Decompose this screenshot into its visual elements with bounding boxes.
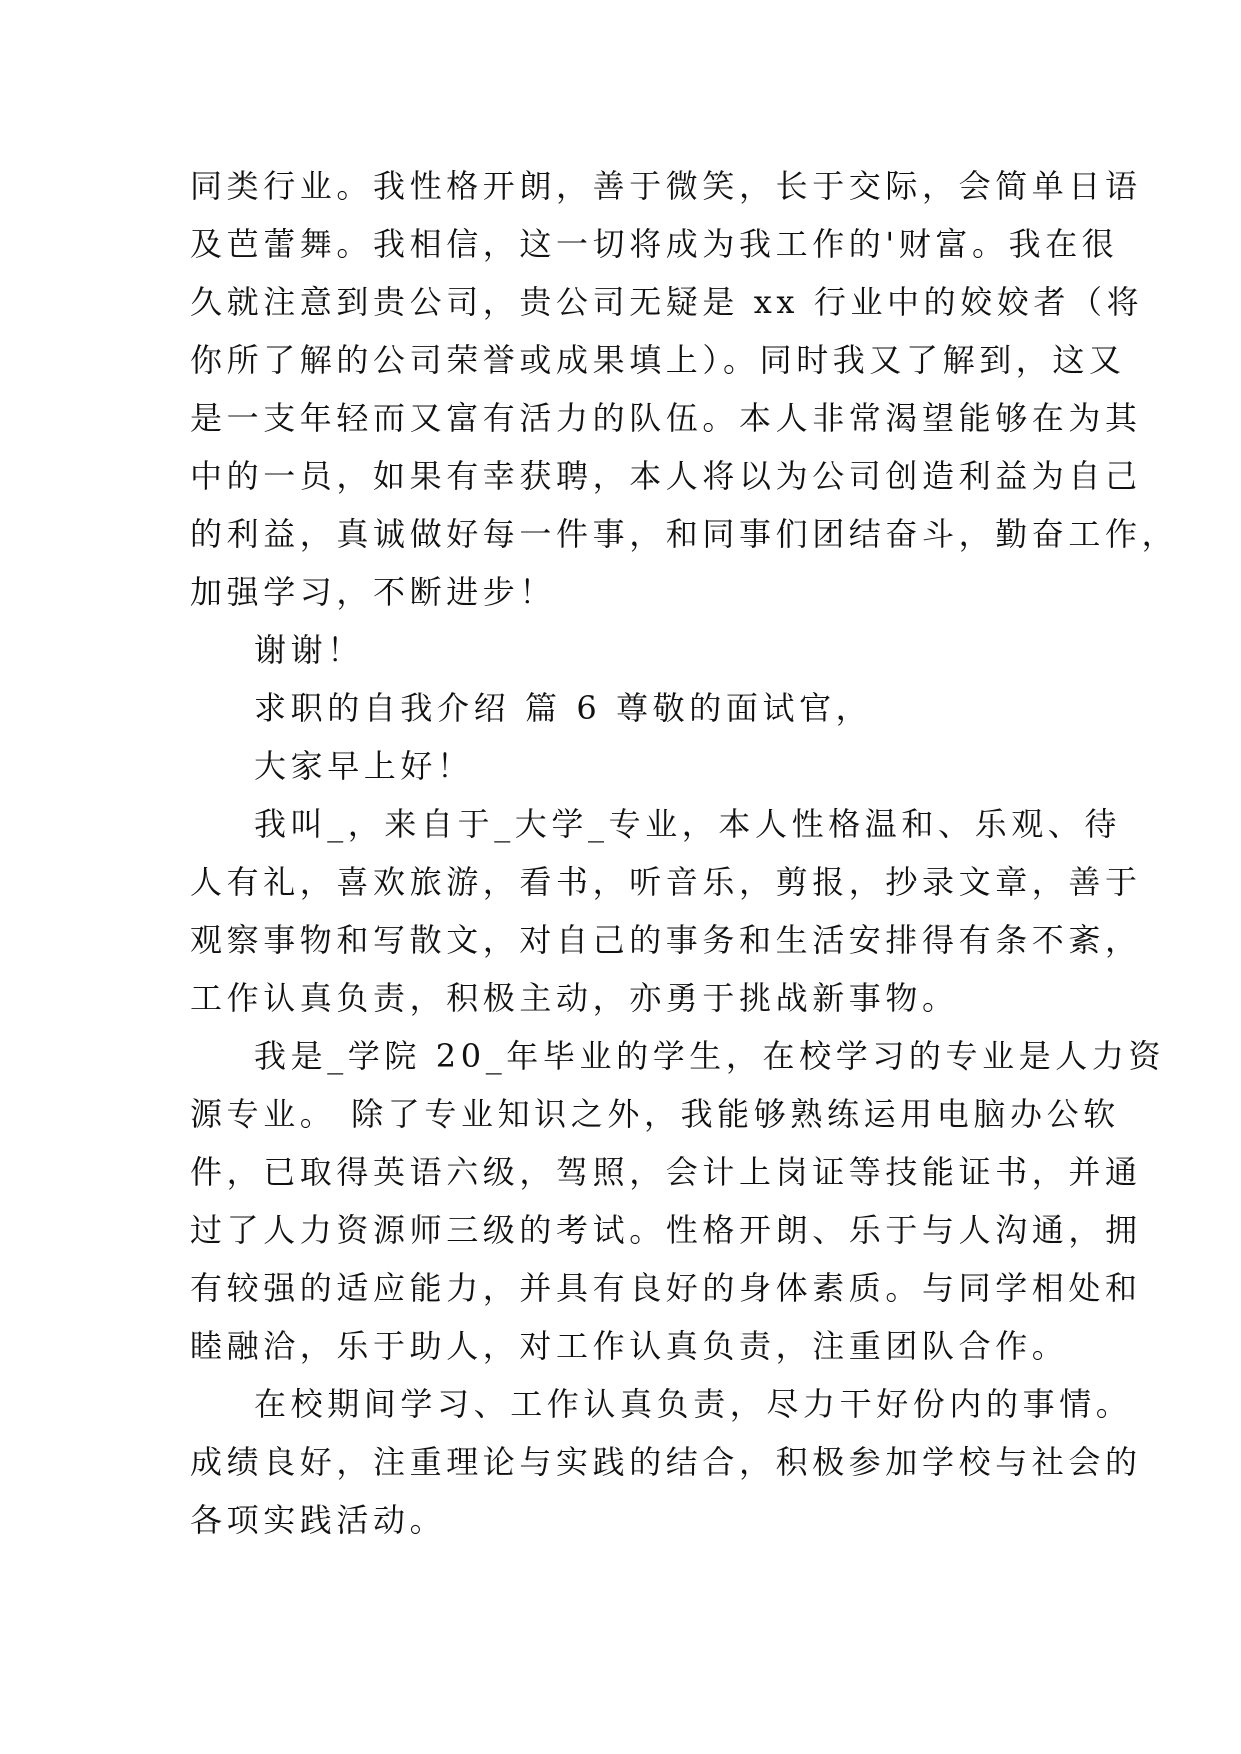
text-line: 工作认真负责，积极主动，亦勇于挑战新事物。 xyxy=(190,979,959,1017)
text-line: 是一支年轻而又富有活力的队伍。本人非常渴望能够在为其 xyxy=(190,399,1142,437)
text-line: 同类行业。我性格开朗，善于微笑，长于交际，会简单日语 xyxy=(190,167,1142,205)
text-line: 成绩良好，注重理论与实践的结合，积极参加学校与社会的 xyxy=(190,1443,1142,1481)
text-line: 睦融洽，乐于助人，对工作认真负责，注重团队合作。 xyxy=(190,1327,1069,1365)
text-line: 的利益，真诚做好每一件事，和同事们团结奋斗，勤奋工作， xyxy=(190,515,1179,553)
text-line: 加强学习，不断进步！ xyxy=(190,573,557,611)
text-line: 人有礼，喜欢旅游，看书，听音乐，剪报，抄录文章，善于 xyxy=(190,863,1142,901)
text-line: 久就注意到贵公司，贵公司无疑是 xx 行业中的姣姣者（将 xyxy=(190,283,1144,321)
section-heading: 求职的自我介绍 篇 6 尊敬的面试官， xyxy=(254,689,873,727)
text-line: 中的一员，如果有幸获聘，本人将以为公司创造利益为自己 xyxy=(190,457,1142,495)
text-line: 过了人力资源师三级的考试。性格开朗、乐于与人沟通，拥 xyxy=(190,1211,1142,1249)
text-line-greeting: 大家早上好！ xyxy=(254,747,474,785)
text-line: 在校期间学习、工作认真负责，尽力干好份内的事情。 xyxy=(254,1385,1133,1423)
text-line: 各项实践活动。 xyxy=(190,1501,447,1539)
text-line: 我是_学院 20_年毕业的学生，在校学习的专业是人力资 xyxy=(254,1037,1166,1075)
text-line: 源专业。 除了专业知识之外，我能够熟练运用电脑办公软 xyxy=(190,1095,1120,1133)
text-line: 有较强的适应能力，并具有良好的身体素质。与同学相处和 xyxy=(190,1269,1142,1307)
text-line: 观察事物和写散文，对自己的事务和生活安排得有条不紊， xyxy=(190,921,1142,959)
text-line: 你所了解的公司荣誉或成果填上）。同时我又了解到，这又 xyxy=(190,341,1126,379)
text-line: 我叫_，来自于_大学_专业，本人性格温和、乐观、待 xyxy=(254,805,1122,843)
text-line: 及芭蕾舞。我相信，这一切将成为我工作的'财富。我在很 xyxy=(190,225,1119,263)
text-line-thanks: 谢谢！ xyxy=(254,631,364,669)
text-line: 件，已取得英语六级，驾照，会计上岗证等技能证书，并通 xyxy=(190,1153,1142,1191)
